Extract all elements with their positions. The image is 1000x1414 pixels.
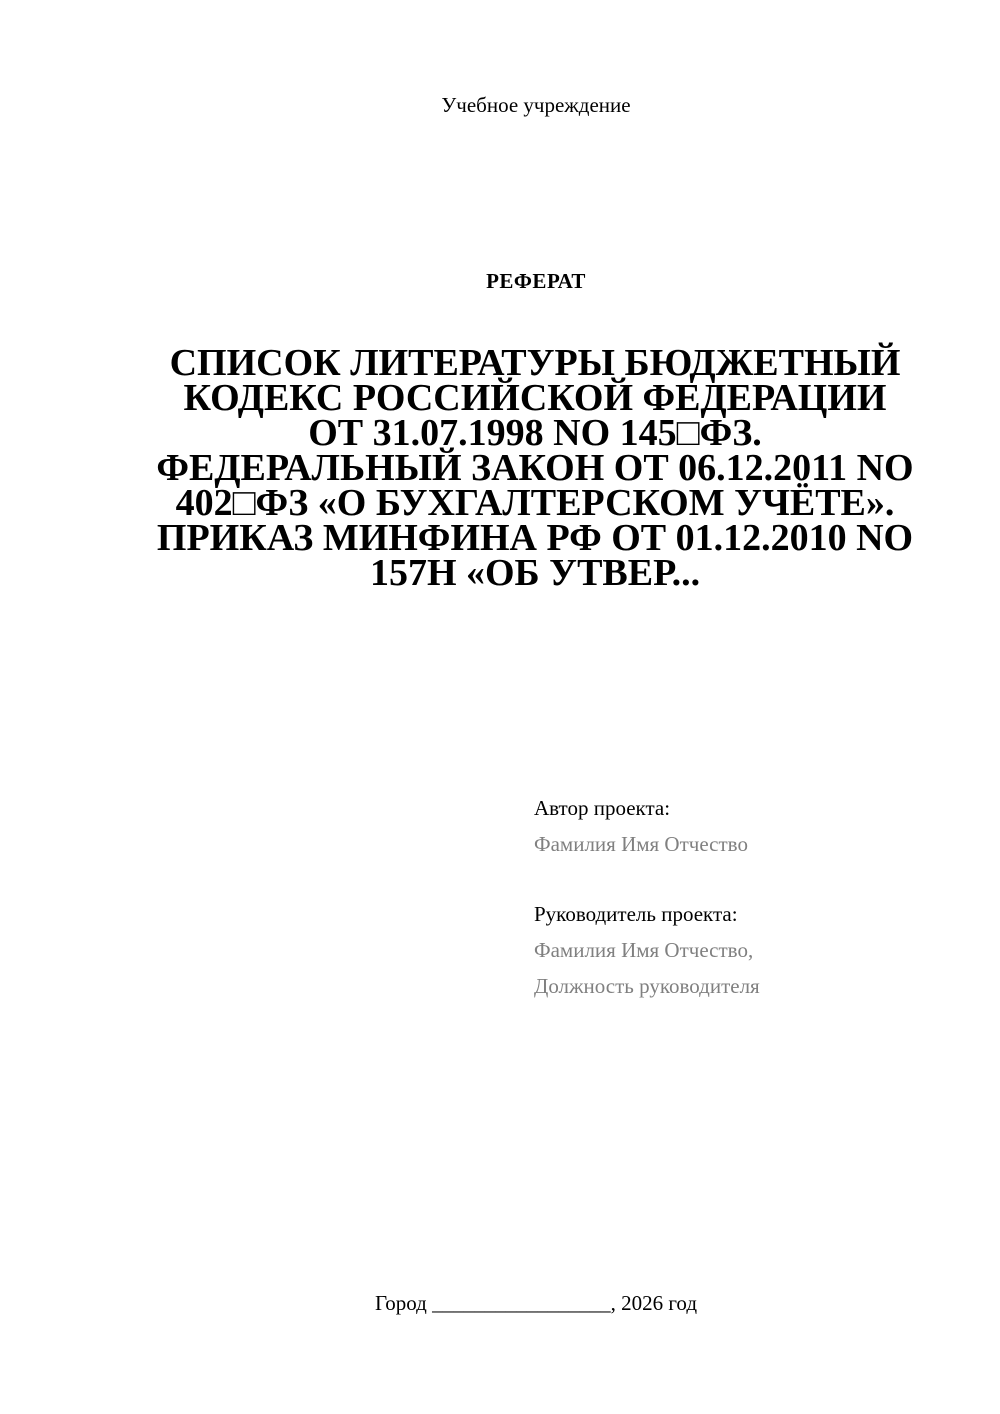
title-line: 157Н «ОБ УТВЕР... — [369, 552, 701, 594]
author-label: Автор проекта: — [534, 796, 671, 820]
title-line: ПРИКАЗ МИНФИНА РФ ОТ 01.12.2010 NO — [156, 517, 914, 559]
institution-name: Учебное учреждение — [441, 93, 631, 117]
spacer — [534, 862, 974, 896]
title-line: СПИСОК ЛИТЕРАТУРЫ БЮДЖЕТНЫЙ — [169, 342, 901, 384]
title-line: 402□ФЗ «О БУХГАЛТЕРСКОМ УЧЁТЕ». — [175, 482, 895, 524]
author-name: Фамилия Имя Отчество — [534, 832, 748, 856]
supervisor-position: Должность руководителя — [534, 974, 760, 998]
title-line: КОДЕКС РОССИЙСКОЙ ФЕДЕРАЦИИ — [183, 377, 887, 419]
title-line: ФЕДЕРАЛЬНЫЙ ЗАКОН ОТ 06.12.2011 NO — [156, 447, 914, 489]
city-year-footer: Город _________________, 2026 год — [374, 1291, 698, 1315]
supervisor-name: Фамилия Имя Отчество, — [534, 938, 754, 962]
authors-block — [534, 790, 974, 1004]
document-type: РЕФЕРАТ — [486, 269, 586, 293]
supervisor-label: Руководитель проекта: — [534, 902, 738, 926]
title-line: ОТ 31.07.1998 NO 145□ФЗ. — [308, 412, 762, 454]
document-title — [140, 342, 930, 594]
